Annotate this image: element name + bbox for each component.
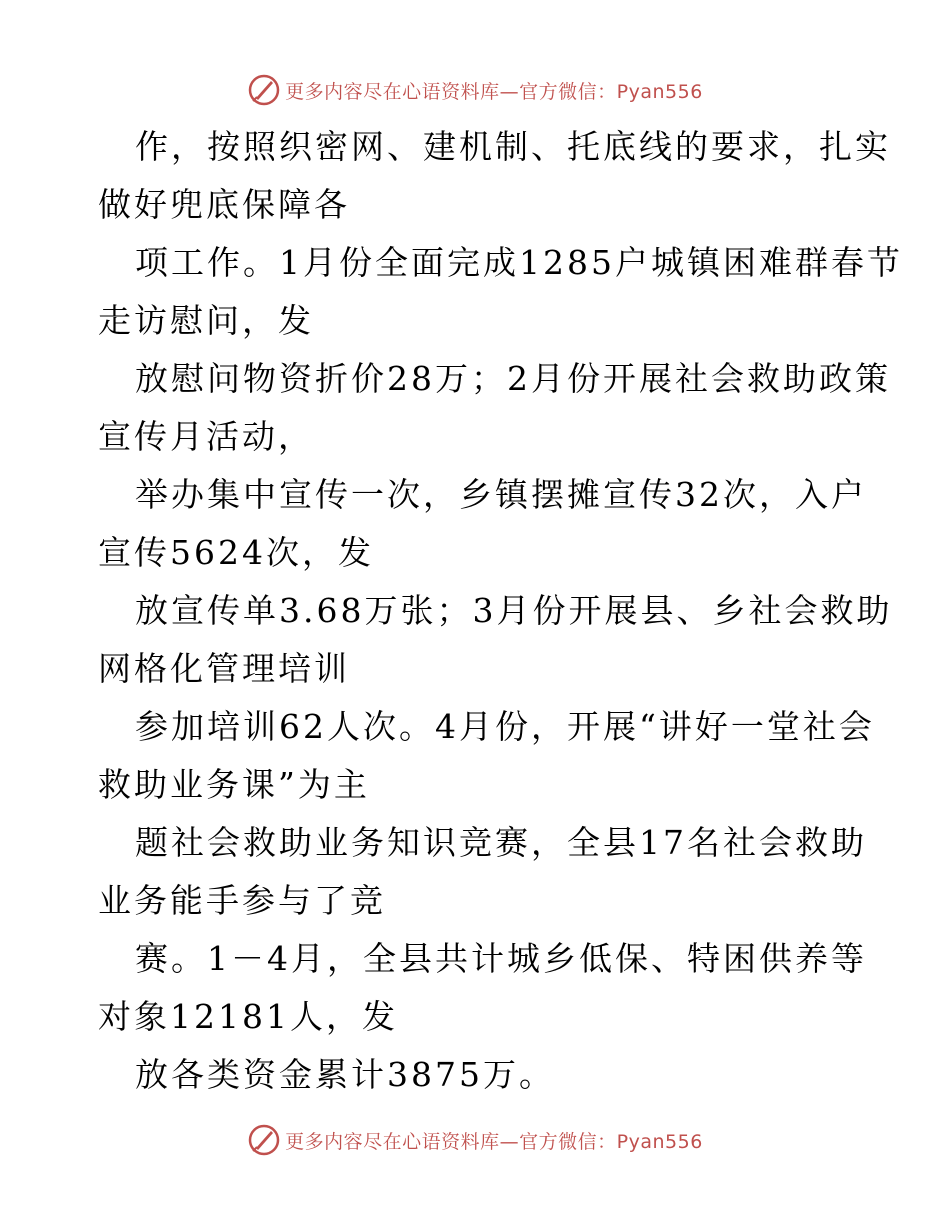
footer-watermark-text: 更多内容尽在心语资料库—官方微信：Pyan556 [285,1130,703,1153]
text-line: 做好兜底保障各 [98,185,350,224]
footer-watermark [0,1120,950,1160]
text-line: 网格化管理培训 [98,649,350,688]
text-line: 题社会救助业务知识竞赛，全县17名社会救助 [135,823,867,862]
text-line: 作，按照织密网、建机制、托底线的要求，扎实 [135,127,891,166]
text-line: 放慰问物资折价28万；2月份开展社会救助政策 [135,359,891,398]
text-line: 走访慰问，发 [98,301,314,340]
text-line: 业务能手参与了竞 [98,881,386,920]
text-line: 放宣传单3.68万张；3月份开展县、乡社会救助 [135,591,893,630]
text-line: 救助业务课”为主 [98,765,370,804]
text-line: 参加培训62人次。4月份，开展“讲好一堂社会 [135,707,875,746]
text-line: 赛。1－4月，全县共计城乡低保、特困供养等 [135,939,867,978]
body-text [98,118,903,1104]
text-line: 宣传月活动， [98,417,314,456]
text-line: 对象12181人，发 [98,997,398,1036]
text-line: 宣传5624次，发 [98,533,374,572]
header-watermark [0,70,950,110]
text-line: 项工作。1月份全面完成1285户城镇困难群春节 [135,243,903,282]
quill-seal-icon [247,1123,281,1157]
quill-seal-icon [247,73,281,107]
text-line: 举办集中宣传一次，乡镇摆摊宣传32次，入户 [135,475,867,514]
text-line: 放各类资金累计3875万。 [135,1055,555,1094]
header-watermark-text: 更多内容尽在心语资料库—官方微信：Pyan556 [285,80,703,103]
